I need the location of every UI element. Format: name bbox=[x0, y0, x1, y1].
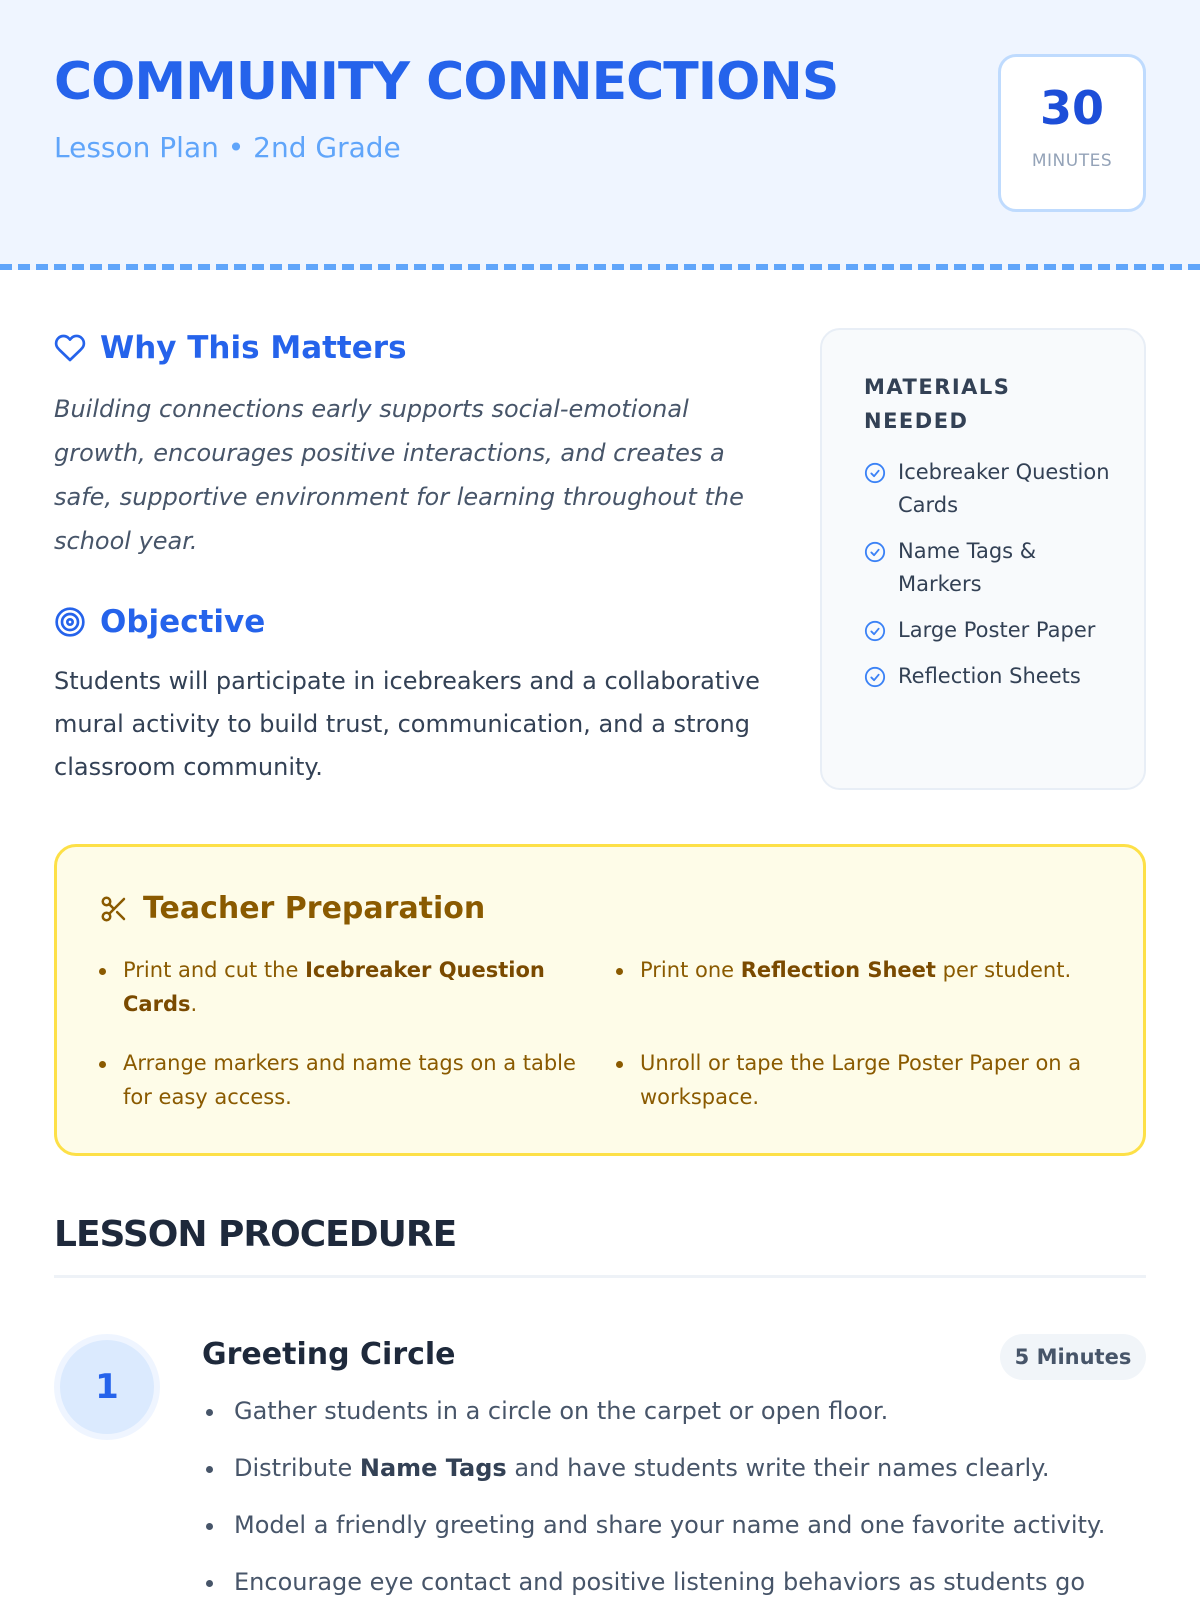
step-bullet-list bbox=[202, 1394, 1122, 1600]
material-item bbox=[864, 614, 1124, 647]
scissors-icon bbox=[99, 894, 129, 924]
check-circle-icon bbox=[864, 541, 886, 563]
materials-list bbox=[864, 456, 1124, 693]
material-label: Large Poster Paper bbox=[898, 618, 1096, 642]
material-item bbox=[864, 535, 1124, 601]
step-number: 1 bbox=[95, 1367, 119, 1407]
prep-item: Arrange markers and name tags on a table for easy access. bbox=[99, 1046, 579, 1114]
step-bullet: Model a friendly greeting and share your name and one favorite activity. bbox=[202, 1508, 1122, 1542]
materials-title: MATERIALS NEEDED bbox=[864, 375, 1011, 433]
step-number-badge bbox=[54, 1334, 160, 1440]
step-bullet: Gather students in a circle on the carpet or open floor. bbox=[202, 1394, 1122, 1428]
prep-heading bbox=[99, 891, 485, 926]
check-circle-icon bbox=[864, 666, 886, 688]
prep-item: Unroll or tape the Large Poster Paper on a workspace. bbox=[616, 1046, 1096, 1114]
duration-value: 30 bbox=[1039, 81, 1104, 135]
check-circle-icon bbox=[864, 462, 886, 484]
materials-card bbox=[820, 328, 1146, 790]
step-duration-pill bbox=[1000, 1334, 1146, 1380]
why-heading-label: Why This Matters bbox=[100, 330, 407, 366]
material-label: Name Tags & Markers bbox=[898, 539, 1037, 596]
material-label: Reflection Sheets bbox=[898, 664, 1081, 688]
heart-icon bbox=[54, 332, 86, 364]
check-circle-icon bbox=[864, 620, 886, 642]
lesson-header bbox=[0, 0, 1200, 270]
target-icon bbox=[54, 606, 86, 638]
material-label: Icebreaker Question Cards bbox=[898, 460, 1110, 517]
step-bullet: Encourage eye contact and positive listening behaviors as students go bbox=[202, 1565, 1122, 1599]
material-item bbox=[864, 660, 1124, 693]
step-bullet: Distribute Name Tags and have students write their names clearly. bbox=[202, 1451, 1122, 1485]
prep-item: Print one Reflection Sheet per student. bbox=[616, 953, 1096, 987]
duration-unit: MINUTES bbox=[1031, 151, 1113, 171]
why-heading bbox=[54, 330, 407, 366]
prep-item: Print and cut the Icebreaker Question Cards. bbox=[99, 953, 579, 1021]
step-duration: 5 Minutes bbox=[1014, 1345, 1132, 1369]
duration-badge bbox=[998, 54, 1146, 212]
teacher-prep-card bbox=[54, 844, 1146, 1156]
lesson-subtitle: Lesson Plan • 2nd Grade bbox=[54, 131, 401, 164]
why-text: Building connections early supports social-emotional growth, encourages positive interactions, and creates a safe, supportive environment for learning throughout the school year. bbox=[54, 395, 744, 555]
material-item bbox=[864, 456, 1124, 522]
lesson-title: COMMUNITY CONNECTIONS bbox=[54, 52, 839, 112]
objective-text: Students will participate in icebreakers and a collaborative mural activity to build trust, communication, and a strong classroom community. bbox=[54, 667, 760, 781]
procedure-title: LESSON PROCEDURE bbox=[54, 1214, 457, 1255]
objective-heading-label: Objective bbox=[100, 604, 266, 640]
step-title: Greeting Circle bbox=[202, 1337, 456, 1372]
procedure-divider bbox=[54, 1275, 1146, 1278]
prep-heading-label: Teacher Preparation bbox=[143, 891, 486, 926]
objective-heading bbox=[54, 604, 265, 640]
